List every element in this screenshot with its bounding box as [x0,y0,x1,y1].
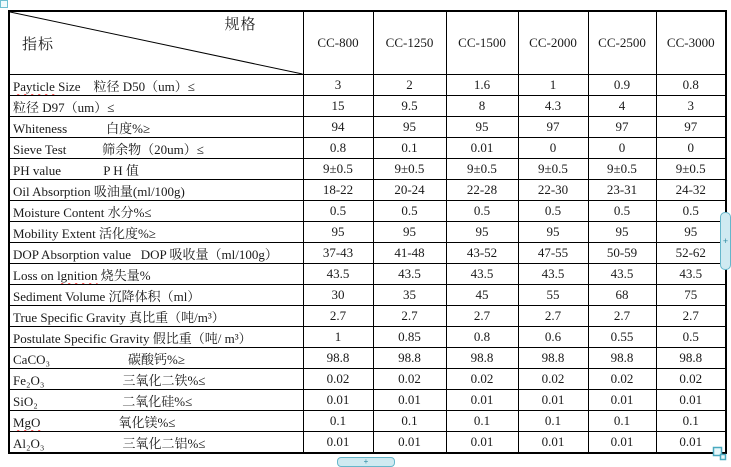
row-label-cell [9,75,303,96]
table-row [9,243,726,264]
header-row [9,11,726,75]
spec-value-cell: 20-24 [373,180,446,201]
row-label-text: CaCO₃ 碳酸钙%≥ [13,351,185,367]
spec-value-cell: 98.8 [373,348,446,369]
spec-value-cell: 23-31 [588,180,656,201]
spec-value-cell: 45 [446,285,518,306]
spec-value-cell: 0.5 [588,201,656,222]
row-label-cell [9,306,303,327]
spec-value-cell: 9±0.5 [373,159,446,180]
spec-value-cell: 0.8 [303,138,373,159]
spec-value-cell: 35 [373,285,446,306]
spec-value-cell: 98.8 [656,348,726,369]
column-header: CC-2000 [518,11,588,75]
spec-value-cell: 0.01 [446,390,518,411]
row-label-misspelled-text: Payticle [13,78,55,94]
spec-value-cell: 18-22 [303,180,373,201]
table-row [9,75,726,96]
spec-value-cell: 1 [303,327,373,348]
spec-value-cell: 0.1 [656,411,726,432]
column-header: CC-1250 [373,11,446,75]
corner-label-spec: 规格 [224,17,257,33]
row-label-cell [9,243,303,264]
spec-value-cell: 0.02 [373,369,446,390]
row-label-cell [9,159,303,180]
vertical-scroll-thumb[interactable] [720,212,731,270]
row-label-cell [9,369,303,390]
row-label-text: SiO₂ 二氧化硅%≤ [13,393,193,409]
row-label-cell [9,432,303,454]
spec-value-cell: 0.5 [303,201,373,222]
table-row [9,222,726,243]
spec-value-cell: 43.5 [303,264,373,285]
row-label-cell [9,138,303,159]
spec-value-cell: 50-59 [588,243,656,264]
row-label-misspelled-text: MgO [13,414,41,430]
spec-value-cell: 43.5 [656,264,726,285]
spec-value-cell: 30 [303,285,373,306]
spec-value-cell: 95 [518,222,588,243]
spec-value-cell: 0.01 [588,432,656,454]
spec-value-cell: 3 [656,96,726,117]
spec-value-cell: 0.1 [446,411,518,432]
row-label-cell [9,201,303,222]
spec-value-cell: 97 [656,117,726,138]
spec-value-cell: 97 [588,117,656,138]
spec-value-cell: 68 [588,285,656,306]
spec-value-cell: 2 [373,75,446,96]
spec-value-cell: 52-62 [656,243,726,264]
table-row [9,159,726,180]
row-label-text: Sieve Test 筛余物（20um）≤ [13,141,204,157]
spec-value-cell: 0.01 [588,390,656,411]
spec-value-cell: 0.6 [518,327,588,348]
spec-value-cell: 98.8 [303,348,373,369]
row-label-cell [9,180,303,201]
table-row [9,348,726,369]
table-row [9,369,726,390]
spec-value-cell: 0.02 [446,369,518,390]
spec-value-cell: 2.7 [518,306,588,327]
spec-value-cell: 95 [656,222,726,243]
spec-table [8,10,727,454]
plus-icon: + [722,235,729,246]
spec-value-cell: 41-48 [373,243,446,264]
row-label-text: Postulate Specific Gravity 假比重（吨/ m³） [13,330,252,346]
spec-value-cell: 43-52 [446,243,518,264]
row-label-text: Fe₂O₃ 三氧化二铁%≤ [13,372,206,388]
spec-value-cell: 0.8 [446,327,518,348]
spec-value-cell: 0.5 [446,201,518,222]
spec-value-cell: 98.8 [446,348,518,369]
spec-value-cell: 0.01 [303,390,373,411]
corner-label-index: 指标 [22,37,55,53]
spec-value-cell: 2.7 [303,306,373,327]
spec-value-cell: 22-28 [446,180,518,201]
row-label-text: PH value P H 值 [13,162,139,178]
row-label-text: Oil Absorption 吸油量(ml/100g) [13,183,185,199]
row-label-text: Sediment Volume 沉降体积（ml） [13,288,201,304]
spec-value-cell: 98.8 [588,348,656,369]
spec-value-cell: 0.01 [446,432,518,454]
spec-value-cell: 95 [373,222,446,243]
row-label-text: 氧化镁%≤ [40,414,176,430]
spec-value-cell: 0.1 [373,411,446,432]
spec-value-cell: 9±0.5 [303,159,373,180]
spec-value-cell: 1 [518,75,588,96]
row-label-cell [9,411,303,432]
spec-value-cell: 0.02 [518,369,588,390]
spec-value-cell: 0 [656,138,726,159]
spec-value-cell: 0.02 [588,369,656,390]
row-label-text: Al₂O₃ 三氧化二铝%≤ [13,435,206,451]
table-row [9,327,726,348]
spec-value-cell: 9±0.5 [518,159,588,180]
spec-value-cell: 4.3 [518,96,588,117]
spec-value-cell: 15 [303,96,373,117]
table-row [9,411,726,432]
spec-value-cell: 0.55 [588,327,656,348]
spec-value-cell: 9±0.5 [446,159,518,180]
spec-value-cell: 8 [446,96,518,117]
spec-value-cell: 4 [588,96,656,117]
spec-value-cell: 0.01 [518,432,588,454]
table-row [9,96,726,117]
spec-value-cell: 95 [373,117,446,138]
row-label-text: 烧失量% [97,267,151,283]
table-row [9,264,726,285]
table-row [9,138,726,159]
table-move-handle[interactable] [0,0,8,8]
spec-value-cell: 9.5 [373,96,446,117]
spec-value-cell: 9±0.5 [656,159,726,180]
spec-value-cell: 98.8 [518,348,588,369]
row-label-cell [9,285,303,306]
spec-value-cell: 2.7 [588,306,656,327]
spec-value-cell: 0.9 [588,75,656,96]
spec-value-cell: 0.01 [373,432,446,454]
spec-value-cell: 0.01 [373,390,446,411]
row-label-cell [9,222,303,243]
spec-value-cell: 0.1 [303,411,373,432]
row-label-cell [9,96,303,117]
row-label-text: Size 粒径 D50（um）≤ [54,78,195,94]
spec-value-cell: 0 [588,138,656,159]
spec-value-cell: 95 [303,222,373,243]
spec-value-cell: 2.7 [373,306,446,327]
spec-value-cell: 9±0.5 [588,159,656,180]
spec-value-cell: 43.5 [446,264,518,285]
spec-value-cell: 0.5 [373,201,446,222]
row-label-misspelled-text: lgnition [57,267,98,283]
row-label-text: Mobility Extent 活化度%≥ [13,225,156,241]
row-label-text: DOP Absorption value DOP 吸收量（ml/100g） [13,246,278,262]
spec-value-cell: 43.5 [588,264,656,285]
row-label-cell [9,327,303,348]
spec-value-cell: 37-43 [303,243,373,264]
spec-value-cell: 0 [518,138,588,159]
spec-value-cell: 0.01 [446,138,518,159]
plus-icon: + [363,457,369,466]
table-row [9,432,726,454]
spec-value-cell: 0.1 [373,138,446,159]
column-header: CC-800 [303,11,373,75]
spec-value-cell: 0.01 [303,432,373,454]
spec-value-cell: 24-32 [656,180,726,201]
table-row [9,285,726,306]
spec-value-cell: 1.6 [446,75,518,96]
horizontal-scroll-thumb[interactable] [337,457,395,467]
spec-value-cell: 3 [303,75,373,96]
spec-value-cell: 0.85 [373,327,446,348]
row-label-text: True Specific Gravity 真比重（吨/m³） [13,309,225,325]
table-row [9,306,726,327]
spec-value-cell: 2.7 [446,306,518,327]
row-label-cell [9,348,303,369]
spec-value-cell: 95 [446,117,518,138]
spec-value-cell: 75 [656,285,726,306]
spec-value-cell: 22-30 [518,180,588,201]
spec-value-cell: 0.01 [656,432,726,454]
spec-value-cell: 43.5 [373,264,446,285]
spec-value-cell: 94 [303,117,373,138]
table-row [9,117,726,138]
spec-value-cell: 0.5 [656,327,726,348]
row-label-cell [9,117,303,138]
row-label-text: 粒径 D97（um）≤ [13,99,115,115]
row-label-text: Moisture Content 水分%≤ [13,204,152,220]
spec-value-cell: 0.8 [656,75,726,96]
spec-value-cell: 0.5 [518,201,588,222]
row-label-text: Loss on [13,267,58,283]
spec-value-cell: 0.01 [518,390,588,411]
spec-value-cell: 0.02 [303,369,373,390]
column-header: CC-2500 [588,11,656,75]
table-row [9,180,726,201]
spec-value-cell: 0.01 [656,390,726,411]
row-label-cell [9,390,303,411]
row-label-text: Whiteness 白度%≥ [13,120,151,136]
table-row [9,390,726,411]
spec-table-body [9,75,729,454]
spec-value-cell: 97 [518,117,588,138]
spec-value-cell: 55 [518,285,588,306]
spec-value-cell: 0.5 [656,201,726,222]
table-row [9,201,726,222]
spec-value-cell: 0.02 [656,369,726,390]
spec-value-cell: 0.1 [518,411,588,432]
spec-value-cell: 95 [588,222,656,243]
table-resize-handle-icon[interactable] [712,446,727,461]
corner-header-cell [9,11,303,75]
spec-value-cell: 95 [446,222,518,243]
column-header: CC-3000 [656,11,726,75]
spec-value-cell: 0.1 [588,411,656,432]
column-header: CC-1500 [446,11,518,75]
spec-value-cell: 47-55 [518,243,588,264]
row-label-cell [9,264,303,285]
spec-value-cell: 2.7 [656,306,726,327]
spec-value-cell: 43.5 [518,264,588,285]
